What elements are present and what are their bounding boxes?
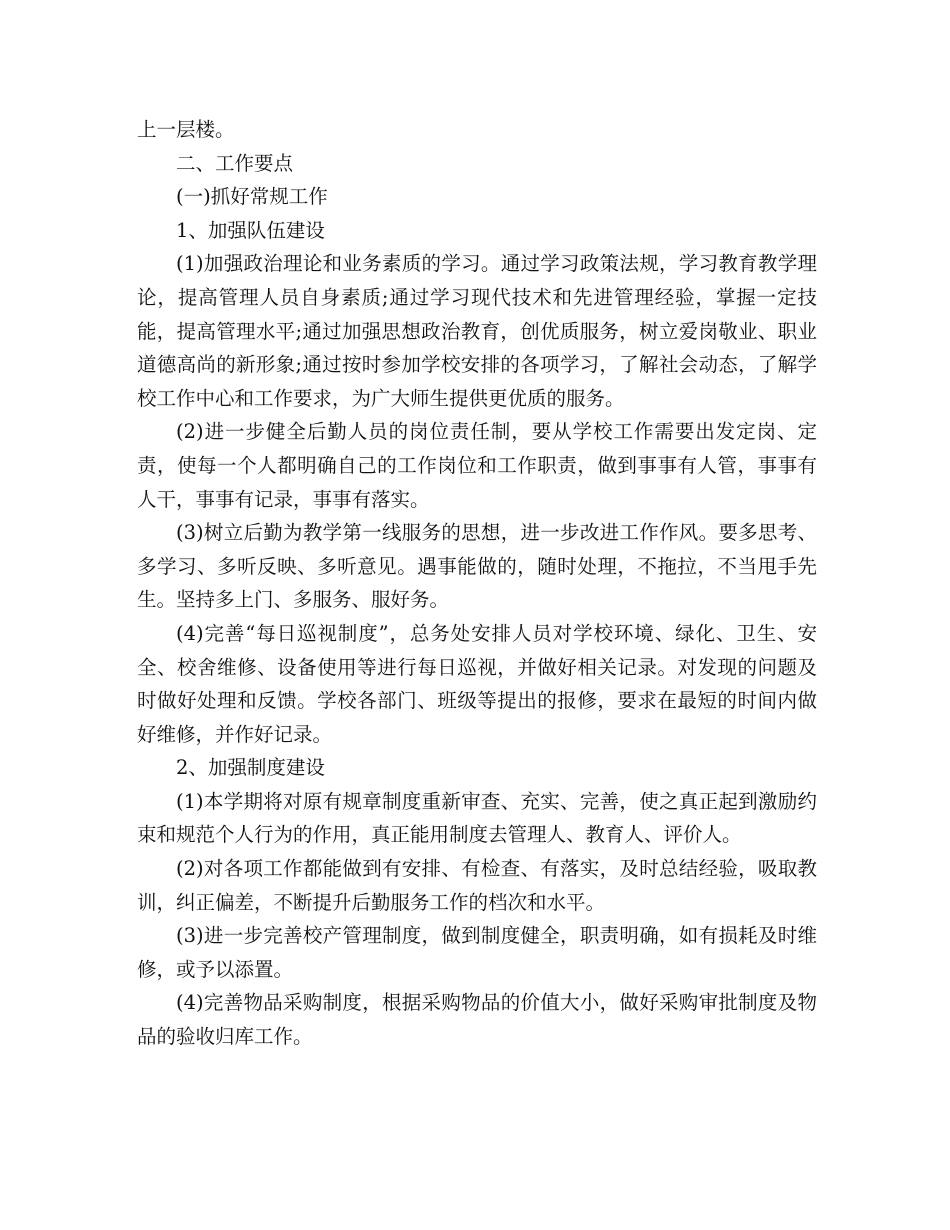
document-body	[137, 113, 817, 1054]
item-heading-team-building: 1、加强队伍建设	[176, 218, 325, 242]
paragraph-continuation: 上一层楼。	[137, 118, 235, 141]
section-heading-work-points: 二、工作要点	[176, 151, 294, 175]
paragraph-service-thinking: (3)树立后勤为教学第一线服务的思想，进一步改进工作作风。要多思考、多学习、多听反映、多听意见。遇事能做的，随时处理，不拖拉，不当甩手先生。坚持多上门、多服务、服好务。	[137, 521, 817, 612]
paragraph-political-study: (1)加强政治理论和业务素质的学习。通过学习政策法规，学习教育教学理论，提高管理人员自身素质;通过学习现代技术和先进管理经验，掌握一定技能，提高管理水平;通过加强思想政治教育，创优质服务，树立爱岗敬业、职业道德高尚的新形象;通过按时参加学校安排的各项学习，了解社会动态，了解学校工作中心和工作要求，为广大师生提供更优质的服务。	[137, 252, 817, 410]
paragraph-rules-review: (1)本学期将对原有规章制度重新审查、充实、完善，使之真正起到激励约束和规范个人行为的作用，真正能用制度去管理人、教育人、评价人。	[137, 789, 817, 847]
paragraph-procurement-system: (4)完善物品采购制度，根据采购物品的价值大小，做好采购审批制度及物品的验收归库工作。	[137, 991, 817, 1049]
subsection-heading-routine-work: (一)抓好常规工作	[176, 185, 328, 209]
paragraph-work-arrangement: (2)对各项工作都能做到有安排、有检查、有落实，及时总结经验，吸取教训，纠正偏差，不断提升后勤服务工作的档次和水平。	[137, 857, 817, 914]
paragraph-daily-inspection: (4)完善“每日巡视制度”，总务处安排人员对学校环境、绿化、卫生、安全、校舍维修、设备使用等进行每日巡视，并做好相关记录。对发现的问题及时做好处理和反馈。学校各部门、班级等提出的报修，要求在最短的时间内做好维修，并作好记录。	[137, 621, 817, 746]
paragraph-property-management: (3)进一步完善校产管理制度，做到制度健全，职责明确，如有损耗及时维修，或予以添置。	[137, 924, 817, 981]
item-heading-system-building: 2、加强制度建设	[176, 756, 325, 780]
paragraph-responsibility-system: (2)进一步健全后勤人员的岗位责任制，要从学校工作需要出发定岗、定责，使每一个人都明确自己的工作岗位和工作职责，做到事事有人管，事事有人干，事事有记录，事事有落实。	[137, 420, 817, 511]
